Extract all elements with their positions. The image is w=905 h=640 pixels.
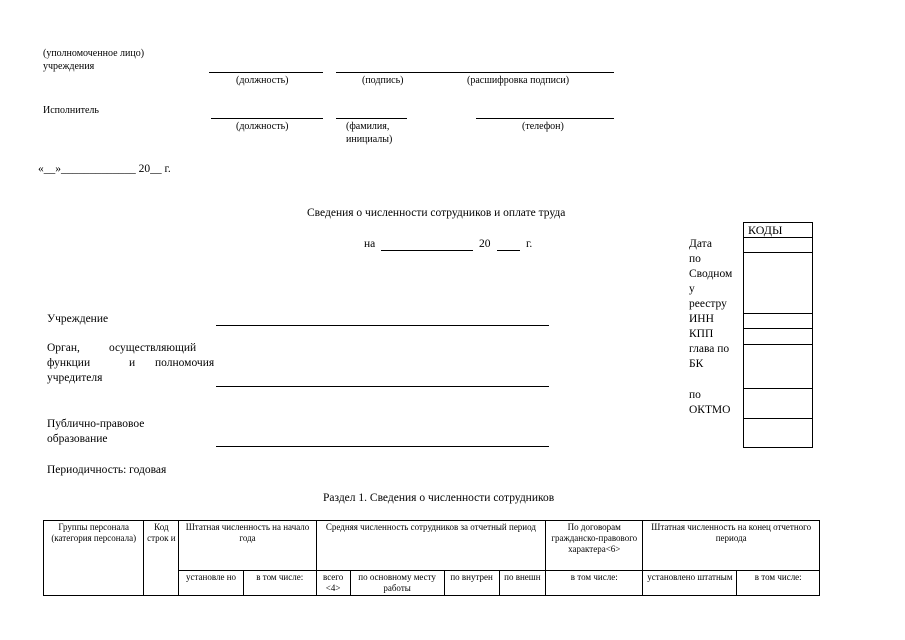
public-entity-label-line2: образование — [47, 433, 108, 445]
codes-label-registry-3: у — [689, 283, 695, 295]
executor-label: Исполнитель — [43, 105, 99, 116]
subheader-established-end: установлено штатным — [643, 571, 737, 596]
executor-position-line[interactable] — [211, 118, 323, 119]
organ-label-line2-b: и — [129, 357, 136, 369]
codes-label-oktmo-1: по — [689, 389, 701, 401]
institution-label: Учреждение — [47, 313, 109, 325]
codes-label-inn: ИНН — [689, 313, 714, 325]
caption-position-2: (должность) — [236, 121, 289, 132]
caption-name-line2: инициалы) — [346, 134, 393, 145]
code-cell-registry[interactable] — [744, 313, 812, 314]
authorized-person-label-line1: (уполномоченное лицо) — [43, 48, 145, 59]
header-staff-start: Штатная численность на начало года — [179, 521, 316, 571]
header-groups: Группы персонала (категория персонала) — [44, 521, 144, 596]
signature-date-line[interactable]: «__»_____________ 20__ г. — [38, 163, 171, 175]
subheader-total: всего <4> — [316, 571, 350, 596]
caption-signature-decode: (расшифровка подписи) — [467, 75, 570, 86]
report-year-prefix: 20 — [479, 238, 491, 250]
executor-name-line[interactable] — [336, 118, 407, 119]
caption-position: (должность) — [236, 75, 289, 86]
report-date-line[interactable] — [381, 250, 473, 251]
form-title: Сведения о численности сотрудников и оплате труда — [307, 207, 566, 219]
subheader-including-end: в том числе: — [737, 571, 820, 596]
subheader-civil-including: в том числе: — [546, 571, 643, 596]
report-year-suffix: г. — [526, 238, 533, 250]
staff-table — [43, 520, 820, 596]
report-year-line[interactable] — [497, 250, 520, 251]
codes-label-registry-1: по — [689, 253, 701, 265]
caption-signature: (подпись) — [362, 75, 404, 86]
organ-label-line2-c: полномочия — [155, 357, 215, 369]
subheader-established: установле но — [179, 571, 243, 596]
caption-name-line1: (фамилия, — [346, 121, 390, 132]
periodicity-label: Периодичность: годовая — [47, 464, 167, 476]
codes-label-bk-1: глава по — [689, 343, 730, 355]
codes-label-kpp: КПП — [689, 328, 714, 340]
subheader-main-job: по основному месту работы — [350, 571, 444, 596]
header-civil-contracts: По договорам гражданско-правового характера<6> — [546, 521, 643, 571]
code-cell-oktmo[interactable] — [744, 418, 812, 419]
codes-label-bk-2: БК — [689, 358, 704, 370]
organ-label-line1-b: осуществляющий — [109, 342, 197, 354]
organ-label-line1-a: Орган, — [47, 342, 80, 354]
code-cell-bk[interactable] — [744, 388, 812, 389]
code-cell-kpp[interactable] — [744, 344, 812, 345]
section-title: Раздел 1. Сведения о численности сотрудников — [323, 492, 555, 504]
organ-label-line3: учредителя — [47, 372, 103, 384]
organ-line[interactable] — [216, 386, 549, 387]
header-average: Средняя численность сотрудников за отчетный период — [316, 521, 545, 571]
codes-label-oktmo-2: ОКТМО — [689, 404, 731, 416]
organ-label-line2-a: функции — [47, 357, 91, 369]
codes-label-registry-4: реестру — [689, 298, 727, 310]
executor-phone-line[interactable] — [476, 118, 614, 119]
codes-label-date: Дата — [689, 238, 712, 250]
subheader-including: в том числе: — [243, 571, 316, 596]
subheader-external: по внешн — [499, 571, 546, 596]
subheader-internal: по внутрен — [444, 571, 499, 596]
codes-header: КОДЫ — [744, 223, 812, 238]
public-entity-label-line1: Публично-правовое — [47, 418, 145, 430]
code-cell-date[interactable] — [744, 252, 812, 253]
position-line[interactable] — [209, 72, 323, 73]
header-staff-end: Штатная численность на конец отчетного периода — [643, 521, 820, 571]
header-row-code: Код строк и — [144, 521, 179, 596]
codes-box — [743, 222, 813, 448]
signature-line[interactable] — [336, 72, 614, 73]
public-entity-line[interactable] — [216, 446, 549, 447]
code-cell-inn[interactable] — [744, 328, 812, 329]
caption-phone: (телефон) — [522, 121, 564, 132]
codes-label-registry-2: Сводном — [689, 268, 733, 280]
report-date-prefix: на — [364, 238, 376, 250]
institution-line[interactable] — [216, 325, 549, 326]
authorized-person-label-line2: учреждения — [43, 61, 95, 72]
